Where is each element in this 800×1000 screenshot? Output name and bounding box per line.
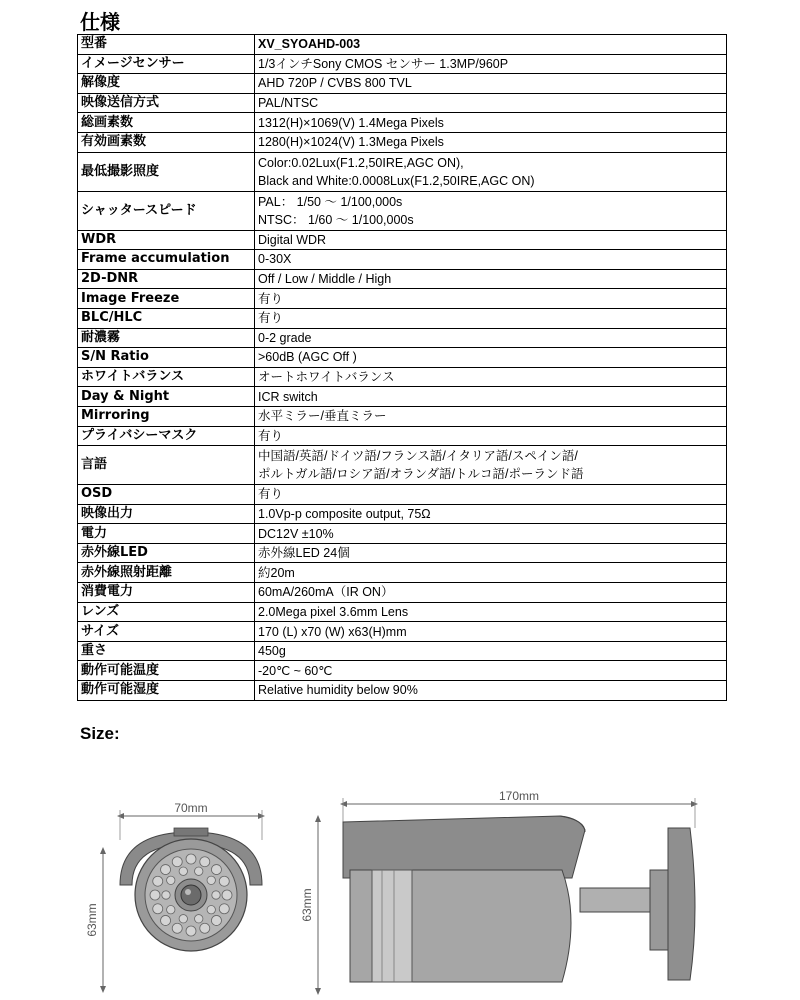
spec-value-line: ポルトガル語/ロシア語/オランダ語/トルコ語/ポーランド語 — [258, 467, 584, 482]
spec-row — [78, 387, 727, 407]
spec-value — [255, 622, 727, 642]
spec-label: レンズ — [78, 602, 255, 622]
spec-row — [78, 504, 727, 524]
ir-led — [211, 865, 221, 875]
spec-row — [78, 406, 727, 426]
spec-label: 赤外線照射距離 — [78, 563, 255, 583]
spec-value-line: Color:0.02Lux(F1.2,50IRE,AGC ON), — [258, 155, 464, 170]
spec-label: BLC/HLC — [78, 308, 255, 328]
spec-value — [255, 152, 727, 191]
spec-label: 重さ — [78, 641, 255, 661]
spec-value-line: 約20m — [258, 565, 295, 580]
spec-label: 2D-DNR — [78, 269, 255, 289]
dimension-diagram — [0, 770, 800, 1000]
ir-led — [222, 890, 232, 900]
spec-label: 動作可能温度 — [78, 661, 255, 681]
ir-led — [179, 867, 187, 875]
spec-value — [255, 641, 727, 661]
spec-label: シャッタースピード — [78, 191, 255, 230]
spec-row — [78, 583, 727, 603]
size-heading: Size: — [80, 724, 120, 743]
spec-label: Frame accumulation — [78, 250, 255, 270]
spec-row — [78, 641, 727, 661]
spec-value — [255, 74, 727, 94]
spec-value — [255, 602, 727, 622]
spec-label: 耐濃霧 — [78, 328, 255, 348]
spec-value-line: 有り — [258, 311, 284, 326]
spec-value — [255, 54, 727, 74]
spec-row — [78, 367, 727, 387]
spec-row — [78, 426, 727, 446]
spec-value-line: 1312(H)×1069(V) 1.4Mega Pixels — [258, 115, 444, 130]
ir-led — [219, 876, 229, 886]
spec-label: Mirroring — [78, 406, 255, 426]
spec-row — [78, 54, 727, 74]
spec-table — [77, 34, 727, 701]
spec-row — [78, 348, 727, 368]
spec-value-line: DC12V ±10% — [258, 526, 334, 541]
spec-value — [255, 387, 727, 407]
spec-value-line: 0-2 grade — [258, 330, 312, 345]
spec-row — [78, 308, 727, 328]
spec-value — [255, 113, 727, 133]
spec-value — [255, 504, 727, 524]
spec-value-line: Digital WDR — [258, 232, 327, 247]
spec-label: 消費電力 — [78, 583, 255, 603]
spec-value — [255, 348, 727, 368]
spec-value-line: XV_SYOAHD-003 — [258, 37, 361, 52]
ir-led — [200, 923, 210, 933]
spec-row — [78, 250, 727, 270]
ir-led — [207, 876, 215, 884]
side-length-label: 170mm — [498, 789, 540, 803]
spec-row — [78, 132, 727, 152]
ir-led — [211, 915, 221, 925]
side-view-drawing — [300, 789, 695, 992]
spec-row — [78, 74, 727, 94]
front-height-label: 63mm — [85, 903, 99, 937]
spec-value — [255, 230, 727, 250]
spec-row — [78, 543, 727, 563]
front-view-drawing — [85, 801, 262, 990]
spec-value — [255, 308, 727, 328]
spec-label: 映像送信方式 — [78, 93, 255, 113]
spec-value — [255, 35, 727, 55]
ir-led — [161, 915, 171, 925]
ir-led — [167, 905, 175, 913]
spec-value-line: 中国語/英語/ドイツ語/フランス語/イタリア語/スペイン語/ — [258, 449, 578, 464]
spec-value — [255, 563, 727, 583]
spec-value-line: 有り — [258, 428, 284, 443]
ir-led — [172, 857, 182, 867]
spec-row — [78, 152, 727, 191]
spec-value — [255, 524, 727, 544]
spec-row — [78, 269, 727, 289]
spec-value-line: 0-30X — [258, 252, 292, 267]
spec-label: Image Freeze — [78, 289, 255, 309]
spec-value-line: PAL/NTSC — [258, 96, 319, 111]
spec-row — [78, 622, 727, 642]
spec-label: 言語 — [78, 446, 255, 485]
spec-label: Day & Night — [78, 387, 255, 407]
spec-value — [255, 250, 727, 270]
spec-value-line: オートホワイトバランス — [258, 370, 395, 385]
spec-value-line: 60mA/260mA（IR ON） — [258, 585, 394, 600]
spec-value-line: Off / Low / Middle / High — [258, 272, 392, 287]
spec-row — [78, 524, 727, 544]
ir-led — [167, 876, 175, 884]
ir-led — [219, 904, 229, 914]
ir-led — [207, 905, 215, 913]
spec-value-line: 赤外線LED 24個 — [258, 546, 350, 561]
spec-value-line: PAL： 1/50 〜 1/100,000s — [258, 194, 403, 209]
spec-value — [255, 132, 727, 152]
ir-led — [153, 876, 163, 886]
ir-led — [153, 904, 163, 914]
ir-led — [150, 890, 160, 900]
spec-value — [255, 446, 727, 485]
ir-led — [162, 891, 170, 899]
spec-row — [78, 328, 727, 348]
spec-value — [255, 485, 727, 505]
ir-led — [195, 915, 203, 923]
spec-label: 解像度 — [78, 74, 255, 94]
front-width-label: 70mm — [174, 801, 208, 815]
spec-value-line: AHD 720P / CVBS 800 TVL — [258, 76, 412, 91]
spec-label: 赤外線LED — [78, 543, 255, 563]
spec-label: 最低撮影照度 — [78, 152, 255, 191]
spec-value-line: >60dB (AGC Off ) — [258, 350, 357, 365]
spec-value-line: 2.0Mega pixel 3.6mm Lens — [258, 604, 409, 619]
ir-led — [200, 857, 210, 867]
spec-label: WDR — [78, 230, 255, 250]
spec-value-line: Relative humidity below 90% — [258, 683, 418, 698]
ir-led — [186, 854, 196, 864]
spec-value-line: 170 (L) x70 (W) x63(H)mm — [258, 624, 407, 639]
spec-value-line: 1/3インチSony CMOS センサー 1.3MP/960P — [258, 56, 509, 71]
spec-value-line: NTSC： 1/60 〜 1/100,000s — [258, 212, 414, 227]
spec-value — [255, 367, 727, 387]
spec-value — [255, 661, 727, 681]
spec-label: 電力 — [78, 524, 255, 544]
spec-value-line: 有り — [258, 487, 284, 502]
ir-led — [186, 926, 196, 936]
ir-led — [212, 891, 220, 899]
spec-label: OSD — [78, 485, 255, 505]
spec-label: 総画素数 — [78, 113, 255, 133]
spec-value — [255, 426, 727, 446]
ir-led — [195, 867, 203, 875]
spec-value — [255, 543, 727, 563]
spec-value — [255, 289, 727, 309]
spec-row — [78, 113, 727, 133]
spec-value — [255, 681, 727, 701]
spec-value — [255, 328, 727, 348]
spec-value-line: 水平ミラー/垂直ミラー — [258, 409, 387, 424]
spec-row — [78, 485, 727, 505]
spec-row — [78, 230, 727, 250]
spec-row — [78, 661, 727, 681]
spec-value-line: -20℃ ~ 60℃ — [258, 663, 333, 678]
spec-row — [78, 93, 727, 113]
spec-row — [78, 289, 727, 309]
page-title: 仕様 — [80, 10, 120, 34]
spec-label: ホワイトバランス — [78, 367, 255, 387]
spec-label: 有効画素数 — [78, 132, 255, 152]
spec-value — [255, 583, 727, 603]
spec-label: サイズ — [78, 622, 255, 642]
spec-value — [255, 93, 727, 113]
spec-row — [78, 602, 727, 622]
spec-row — [78, 681, 727, 701]
spec-value-line: ICR switch — [258, 389, 318, 404]
spec-value-line: 1.0Vp-p composite output, 75Ω — [258, 506, 431, 521]
spec-row — [78, 446, 727, 485]
spec-row — [78, 35, 727, 55]
side-height-label: 63mm — [300, 888, 314, 922]
spec-value-line: Black and White:0.0008Lux(F1.2,50IRE,AGC ON) — [258, 173, 535, 188]
ir-led — [179, 915, 187, 923]
spec-value — [255, 191, 727, 230]
spec-label: 動作可能湿度 — [78, 681, 255, 701]
spec-value — [255, 269, 727, 289]
spec-label: プライバシーマスク — [78, 426, 255, 446]
ir-led — [161, 865, 171, 875]
spec-label: 型番 — [78, 35, 255, 55]
spec-value-line: 有り — [258, 291, 284, 306]
spec-value-line: 450g — [258, 644, 286, 659]
spec-value-line: 1280(H)×1024(V) 1.3Mega Pixels — [258, 135, 444, 150]
spec-label: S/N Ratio — [78, 348, 255, 368]
spec-label: イメージセンサー — [78, 54, 255, 74]
spec-row — [78, 191, 727, 230]
spec-value — [255, 406, 727, 426]
spec-row — [78, 563, 727, 583]
spec-label: 映像出力 — [78, 504, 255, 524]
ir-led — [172, 923, 182, 933]
